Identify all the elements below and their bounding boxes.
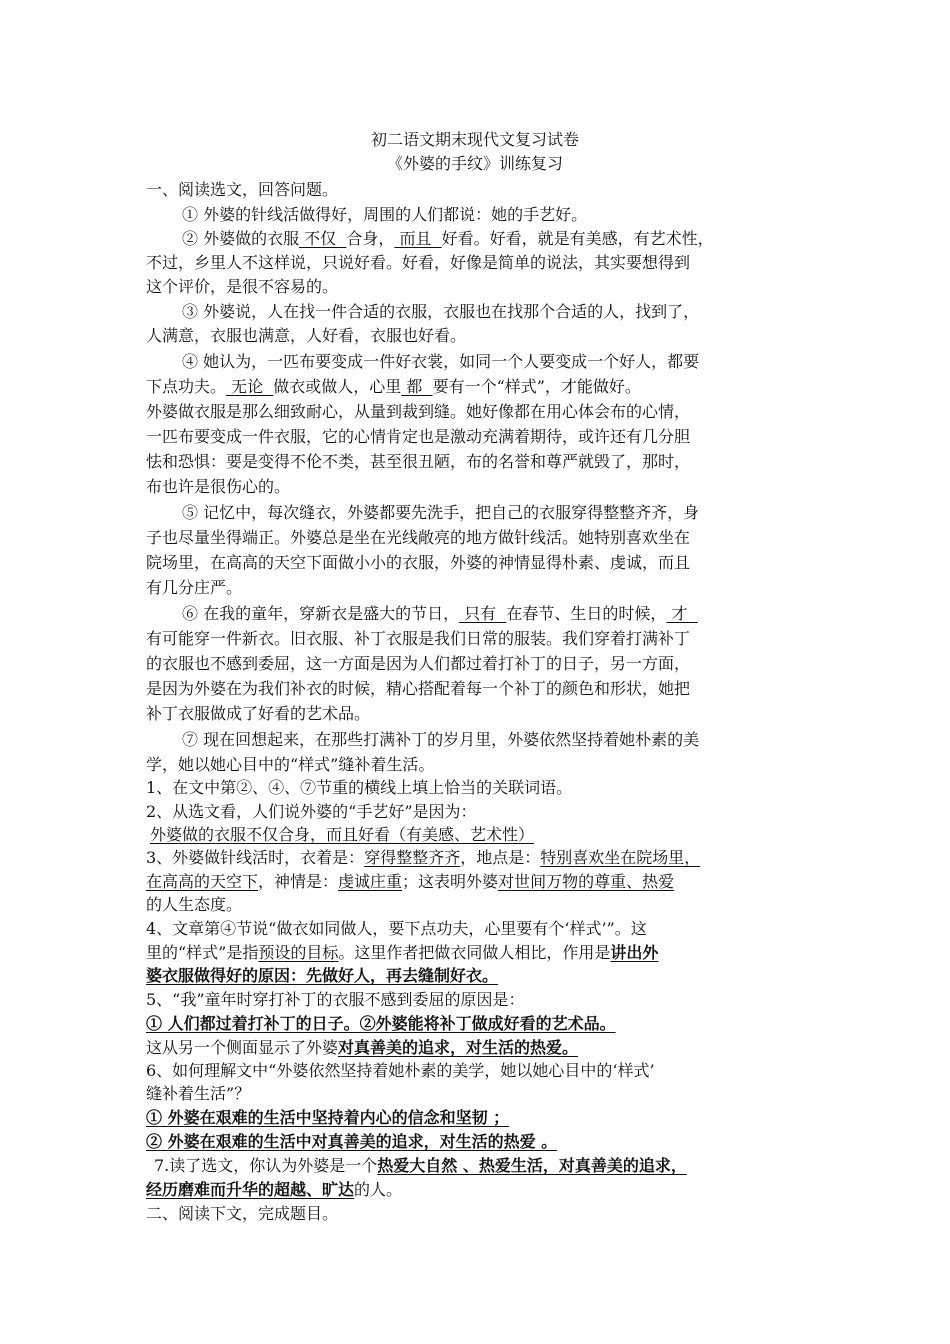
fill-blank: 只有 — [459, 604, 507, 623]
answer-6-1: ① 外婆在艰难的生活中坚持着内心的信念和坚韧 ； — [146, 1108, 510, 1127]
fill-blank: 都 — [401, 377, 433, 396]
text: 。这里作者把做衣同做人相比，作用是 — [338, 943, 611, 962]
paragraph-5-line-1: ⑤ 记忆中，每次缝衣，外婆都要先洗手，把自己的衣服穿得整整齐齐，身 — [182, 503, 700, 522]
answer-text: 穿得整整齐齐 — [364, 848, 461, 867]
paragraph-6-line-1 — [182, 604, 698, 624]
paragraph-4-line-2 — [146, 377, 641, 397]
text: 里的“样式”是指 — [146, 943, 259, 962]
paragraph-4-line-4: 一匹布要变成一件衣服，它的心情肯定也是激动充满着期待，或许还有几分胆 — [146, 427, 691, 446]
text: 要有一个“样式”，才能做好。 — [432, 377, 641, 396]
paragraph-7-line-2: 学，她以她心目中的“样式”缝补着生活。 — [146, 755, 435, 774]
question-4-line-2 — [146, 943, 658, 963]
question-7-line-1 — [154, 1156, 687, 1176]
question-3-line-3: 的人生态度。 — [146, 895, 243, 914]
paragraph-6-line-3: 的衣服也不感到委屈，这一方面是因为人们都过着打补丁的日子，另一方面， — [146, 654, 691, 673]
paragraph-4-line-3: 外婆做衣服是那么细致耐心，从量到裁到缝。她好像都在用心体会布的心情， — [146, 402, 691, 421]
paragraph-4-line-5: 怯和恐惧：要是变得不伦不类，甚至很丑陋，布的名誉和尊严就毁了，那时， — [146, 452, 691, 471]
answer-text: 热爱大自然 、热爱生活，对真善美的追求， — [377, 1156, 687, 1175]
question-4-line-1: 4、文章第④节说“做衣如同做人，要下点功夫，心里要有个‘样式’”。这 — [146, 919, 647, 938]
question-6-line-1: 6、如何理解文中“外婆依然坚持着她朴素的美学，她以她心目中的‘样式’ — [146, 1061, 655, 1080]
paragraph-2-line-3: 这个评价，是很不容易的。 — [146, 277, 339, 296]
answer-5: ① 人们都过着打补丁的日子。②外婆能将补丁做成好看的艺术品。 — [146, 1014, 616, 1033]
paragraph-2-line-2: 不过，乡里人不这样说，只说好看。好看，好像是简单的说法，其实要想得到 — [146, 253, 691, 272]
paragraph-6-line-2: 有可能穿一件新衣。旧衣服、补丁衣服是我们日常的服装。我们穿着打满补丁 — [146, 629, 691, 648]
answer-text: 在高高的天空下 — [146, 872, 259, 891]
text: ，地点是： — [460, 848, 541, 867]
answer-text: 虔诚庄重 — [338, 872, 403, 891]
text: 好看。好看，就是有美感，有艺术性， — [441, 229, 714, 248]
answer-2: 外婆做的衣服不仅合身，而且好看（有美感、艺术性） — [150, 825, 535, 844]
paragraph-6-line-5: 补丁衣服做成了好看的艺术品。 — [146, 704, 371, 723]
text: ② 外婆做的衣服 — [182, 229, 300, 248]
text: ；这表明外婆 — [402, 872, 499, 891]
paragraph-5-line-3: 院场里，在高高的天空下面做小小的衣服，外婆的神情显得朴素、虔诚，而且 — [146, 553, 691, 572]
paragraph-3-line-2: 人满意，衣服也满意，人好看，衣服也好看。 — [146, 326, 467, 345]
page-title: 初二语文期末现代文复习试卷 — [370, 130, 579, 149]
text: ，神情是： — [258, 872, 339, 891]
answer-text: 对真善美的追求，对生活的热爱。 — [338, 1038, 579, 1057]
answer-6-2: ② 外婆在艰难的生活中对真善美的追求，对生活的热爱 。 — [146, 1132, 558, 1151]
section-2-heading: 二、阅读下文，完成题目。 — [146, 1204, 339, 1223]
paragraph-5-line-2: 子也尽量坐得端正。外婆总是坐在光线敞亮的地方做针线活。她特别喜欢坐在 — [146, 528, 691, 547]
question-3-line-2 — [146, 872, 674, 892]
fill-blank: 而且 — [394, 229, 442, 248]
answer-text: 对世间万物的尊重、热爱 — [498, 872, 675, 891]
question-5: 5、“我”童年时穿打补丁的衣服不感到委屈的原因是： — [146, 990, 525, 1009]
text: 合身， — [346, 229, 395, 248]
text: 的人。 — [354, 1180, 403, 1199]
answer-text: 特别喜欢坐在院场里， — [540, 848, 701, 867]
paragraph-4-line-6: 布也许是很伤心的。 — [146, 477, 291, 496]
paragraph-4-line-1: ④ 她认为，一匹布要变成一件好衣裳，如同一个人要变成一个好人，都要 — [182, 352, 700, 371]
paragraph-6-line-4: 是因为外婆在为我们补衣的时候，精心搭配着每一个补丁的颜色和形状，她把 — [146, 679, 691, 698]
section-heading: 一、阅读选文，回答问题。 — [146, 180, 339, 199]
text: ⑥ 在我的童年，穿新衣是盛大的节日， — [182, 604, 460, 623]
fill-blank: 不仅 — [299, 229, 347, 248]
paragraph-2-line-1 — [182, 229, 714, 249]
text: 7.读了选文，你认为外婆是一个 — [154, 1156, 378, 1175]
question-2: 2、从选文看，人们说外婆的“手艺好”是因为： — [146, 802, 477, 821]
page-subtitle: 《外婆的手纹》训练复习 — [386, 154, 563, 173]
fill-blank: 无论 — [226, 377, 274, 396]
text: 做衣或做人，心里 — [273, 377, 402, 396]
question-6-line-2: 缝补着生活”？ — [146, 1084, 251, 1103]
text: 下点功夫。 — [146, 377, 227, 396]
fill-blank: 才 — [666, 604, 698, 623]
text: 在春节、生日的时候， — [506, 604, 667, 623]
text: 这从另一个侧面显示了外婆 — [146, 1038, 339, 1057]
question-7-line-2 — [146, 1180, 402, 1200]
answer-text: 经历磨难而升华的超越、旷达 — [146, 1180, 355, 1199]
question-1: 1、在文中第②、④、⑦节重的横线上填上恰当的关联词语。 — [146, 778, 573, 797]
answer-text: 预设的目标 — [258, 943, 339, 962]
paragraph-7-line-1: ⑦ 现在回想起来，在那些打满补丁的岁月里，外婆依然坚持着她朴素的美 — [182, 730, 700, 749]
answer-4: 婆衣服做得好的原因：先做好人，再去缝制好衣。 — [146, 966, 499, 985]
question-3-line-1 — [146, 848, 700, 868]
paragraph-5-line-4: 有几分庄严。 — [146, 578, 243, 597]
question-5-line-3 — [146, 1038, 578, 1058]
paragraph-3-line-1: ③ 外婆说，人在找一件合适的衣服，衣服也在找那个合适的人，找到了， — [182, 302, 700, 321]
text: 3、外婆做针线活时，衣着是： — [146, 848, 365, 867]
answer-text: 讲出外 — [610, 943, 659, 962]
paragraph-1: ① 外婆的针线活做得好，周围的人们都说：她的手艺好。 — [182, 205, 588, 224]
